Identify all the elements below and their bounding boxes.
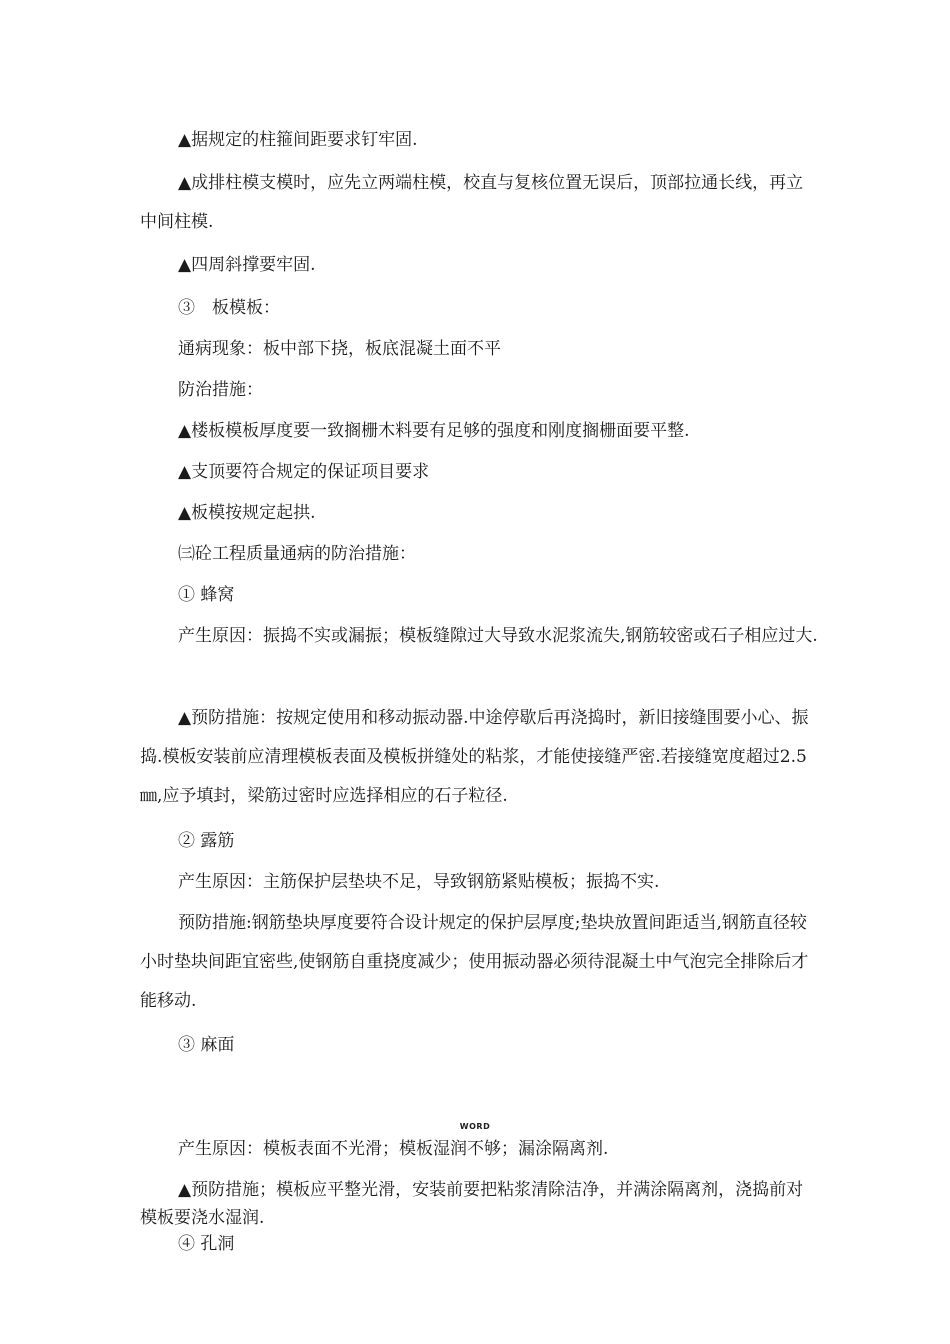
page-footer-label: WORD — [459, 1122, 491, 1131]
paragraph-exposed-rebar-heading: ② 露筋 — [178, 831, 235, 851]
paragraph-camber: ▲板模按规定起拱. — [178, 503, 316, 523]
paragraph-diagonal-bracing: ▲四周斜撑要牢固. — [178, 255, 316, 275]
paragraph-honeycomb-prevention: ▲预防措施：按规定使用和移动振动器.中途停歇后再浇捣时，新旧接缝围要小心、振捣.模板安装前应清理模板表面及模板拼缝处的粘浆，才能使接缝严密.若接缝宽度超过2.5㎜,应予填封，梁筋过密时应选择相应的石子粒径. — [140, 708, 809, 806]
paragraph-support-requirements: ▲支顶要符合规定的保证项目要求 — [178, 462, 430, 482]
paragraph-pitted-surface-cause: 产生原因：模板表面不光滑；模板湿润不够；漏涂隔离剂. — [178, 1139, 609, 1159]
paragraph-column-hoop: ▲据规定的柱箍间距要求钉牢固. — [178, 130, 418, 150]
paragraph-slab-formwork-heading: ③ 板模板： — [178, 298, 280, 318]
paragraph-exposed-rebar-prevention: 预防措施:钢筋垫块厚度要符合设计规定的保护层厚度;垫块放置间距适当,钢筋直径较小时垫块间距宜密些,使钢筋自重挠度减少；使用振动器必须待混凝土中气泡完全排除后才能移动. — [140, 913, 809, 1011]
paragraph-slab-defect: 通病现象：板中部下挠，板底混凝土面不平 — [178, 339, 501, 359]
paragraph-pitted-surface-heading: ③ 麻面 — [178, 1035, 235, 1055]
paragraph-column-row-formwork: ▲成排柱模支模时，应先立两端柱模，校直与复核位置无误后，顶部拉通长线，再立中间柱模. — [140, 173, 804, 232]
paragraph-pitted-surface-prevention: ▲预防措施；模板应平整光滑，安装前要把粘浆清除洁净，并满涂隔离剂，浇捣前对模板要浇水湿润. — [140, 1180, 804, 1228]
paragraph-honeycomb-heading: ① 蜂窝 — [178, 585, 235, 605]
paragraph-prevention-heading: 防治措施： — [178, 380, 263, 400]
paragraph-slab-thickness: ▲楼板模板厚度要一致搁栅木料要有足够的强度和刚度搁栅面要平整. — [178, 421, 690, 441]
paragraph-honeycomb-cause: 产生原因：振捣不实或漏振；模板缝隙过大导致水泥浆流失,钢筋较密或石子相应过大. — [178, 626, 818, 646]
paragraph-exposed-rebar-cause: 产生原因：主筋保护层垫块不足，导致钢筋紧贴模板；振捣不实. — [178, 872, 660, 892]
paragraph-holes-heading: ④ 孔洞 — [178, 1234, 235, 1254]
paragraph-concrete-heading: ㈢砼工程质量通病的防治措施： — [178, 544, 416, 564]
